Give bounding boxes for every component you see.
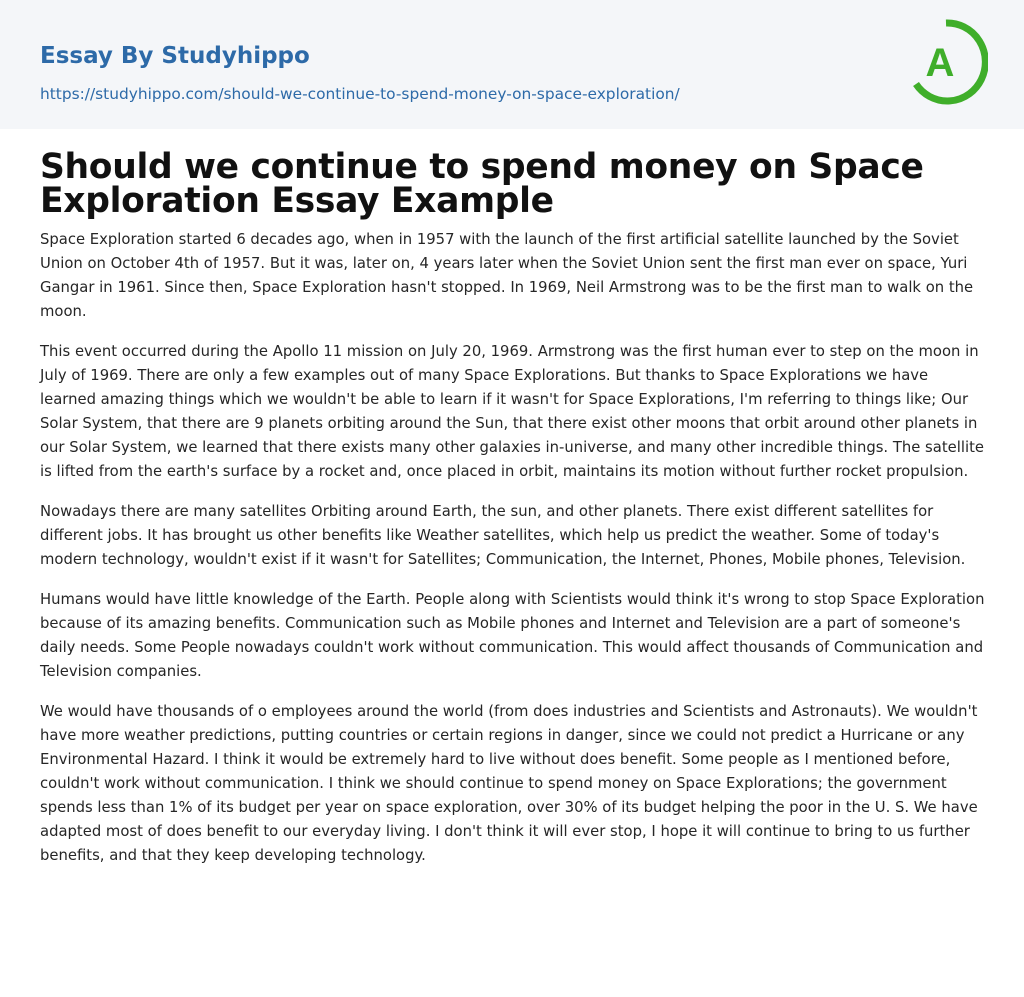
logo-letter: A xyxy=(925,41,955,85)
essay-url-link[interactable]: https://studyhippo.com/should-we-continue-to-spend-money-on-space-exploration/ xyxy=(40,85,680,103)
article-title: Should we continue to spend money on Space Exploration Essay Example xyxy=(40,147,924,221)
article-paragraph: We would have thousands of o employees around the world (from does industries and Scientists and Astronauts). We wouldn't have more weather predictions, putting countries or certain regions in danger, since we could not predict a Hurricane or any Environmental Hazard. I think it would be extremely hard to live without does benefit. Some people as I mentioned before, couldn't work without communication. I think we should continue to spend money on Space Explorations; the government spends less than 1% of its budget per year on space exploration, over 30% of its budget helping the poor in the U. S. We have adapted most of does benefit to our everyday living. I don't think it will ever stop, I hope it will continue to bring to us further benefits, and that they keep developing technology. xyxy=(40,703,978,864)
article-paragraph: This event occurred during the Apollo 11 mission on July 20, 1969. Armstrong was the first human ever to step on the moon in July of 1969. There are only a few examples out of many Space Explorations. But thanks to Space Explorations we have learned amazing things which we wouldn't be able to learn if it wasn't for Space Explorations, I'm referring to things like; Our Solar System, that there are 9 planets orbiting around the Sun, that there exist other moons that orbit around other planets in our Solar System, we learned that there exists many other galaxies in-universe, and many other incredible things. The satellite is lifted from the earth's surface by a rocket and, once placed in orbit, maintains its motion without further rocket propulsion. xyxy=(40,343,984,480)
article-paragraph: Humans would have little knowledge of the Earth. People along with Scientists would think it's wrong to stop Space Exploration because of its amazing benefits. Communication such as Mobile phones and Internet and Television are a part of someone's daily needs. Some People nowadays couldn't work without communication. This would affect thousands of Communication and Television companies. xyxy=(40,591,985,680)
site-header xyxy=(0,0,1024,129)
site-title[interactable]: Essay By Studyhippo xyxy=(40,43,310,69)
logo-svg xyxy=(904,19,988,105)
article-paragraph: Space Exploration started 6 decades ago, when in 1957 with the launch of the first artificial satellite launched by the Soviet Union on October 4th of 1957. But it was, later on, 4 years later when the Soviet Union sent the first man ever on space, Yuri Gangar in 1961. Since then, Space Exploration hasn't stopped. In 1969, Neil Armstrong was to be the first man to walk on the moon. xyxy=(40,231,974,320)
studyhippo-logo-icon[interactable] xyxy=(904,19,988,105)
article-paragraph: Nowadays there are many satellites Orbiting around Earth, the sun, and other planets. There exist different satellites for different jobs. It has brought us other benefits like Weather satellites, which help us predict the weather. Some of today's modern technology, wouldn't exist if it wasn't for Satellites; Communication, the Internet, Phones, Mobile phones, Television. xyxy=(40,503,966,568)
article-body xyxy=(40,228,986,884)
